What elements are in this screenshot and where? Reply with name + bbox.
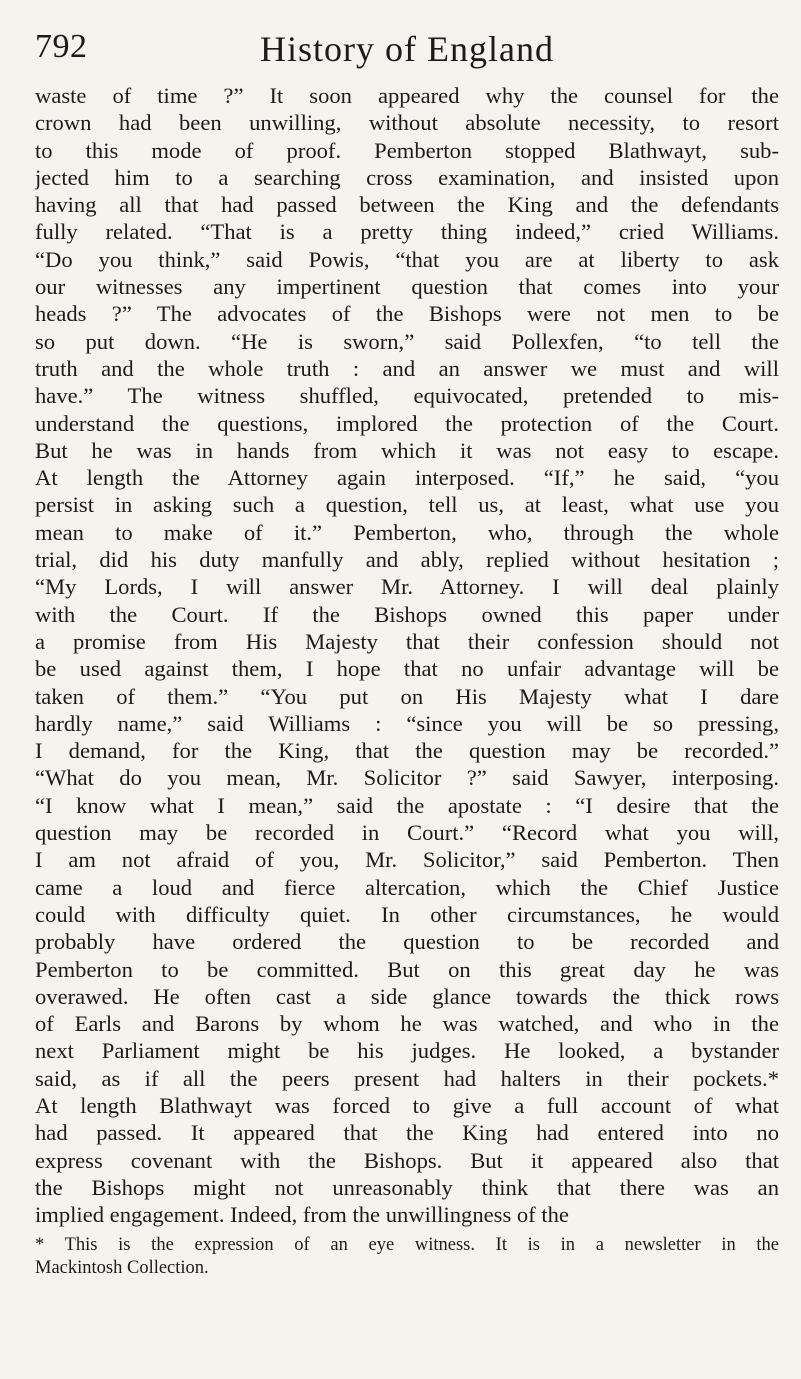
text-line: “I know what I mean,” said the apostate : “I desire that the (35, 792, 779, 818)
book-page (35, 22, 779, 1280)
text-line: be used against them, I hope that no unfair advantage will be (35, 656, 779, 682)
text-line: At length the Attorney again interposed. “If,” he said, “you (35, 465, 779, 491)
text-line: crown had been unwilling, without absolute necessity, to resort (35, 110, 779, 136)
text-line: taken of them.” “You put on His Majesty what I dare (35, 683, 779, 709)
text-line: truth and the whole truth : and an answer we must and will (35, 355, 779, 381)
footnote-line: Mackintosh Collection. (35, 1258, 209, 1279)
text-line: the Bishops might not unreasonably think that there was an (35, 1174, 779, 1200)
text-line: heads ?” The advocates of the Bishops were not men to be (35, 301, 779, 327)
text-line: said, as if all the peers present had halters in their pockets.* (35, 1065, 779, 1091)
text-line: have.” The witness shuffled, equivocated, pretended to mis- (35, 383, 779, 409)
text-line: to this mode of proof. Pemberton stopped Blathwayt, sub- (35, 137, 779, 163)
text-line: mean to make of it.” Pemberton, who, through the whole (35, 519, 779, 545)
text-line: jected him to a searching cross examination, and insisted upon (35, 164, 779, 190)
page-number: 792 (35, 28, 88, 65)
text-line: our witnesses any impertinent question that comes into your (35, 274, 779, 300)
running-head: History of England (260, 29, 554, 69)
text-line: waste of time ?” It soon appeared why the counsel for the (35, 83, 779, 108)
footnote (35, 1234, 779, 1280)
text-line: I am not afraid of you, Mr. Solicitor,” said Pemberton. Then (35, 847, 779, 873)
text-line: overawed. He often cast a side glance towards the thick rows (35, 983, 779, 1009)
text-line: “Do you think,” said Powis, “that you are at liberty to ask (35, 246, 779, 272)
text-line: At length Blathwayt was forced to give a full account of what (35, 1092, 779, 1118)
text-line: “My Lords, I will answer Mr. Attorney. I will deal plainly (35, 574, 779, 600)
text-line: trial, did his duty manfully and ably, replied without hesitation ; (35, 547, 779, 573)
text-line: next Parliament might be his judges. He looked, a bystander (35, 1038, 779, 1064)
text-line: so put down. “He is sworn,” said Pollexfen, “to tell the (35, 328, 779, 354)
text-line: question may be recorded in Court.” “Record what you will, (35, 820, 779, 846)
text-line: of Earls and Barons by whom he was watched, and who in the (35, 1011, 779, 1037)
text-line: “What do you mean, Mr. Solicitor ?” said Sawyer, interposing. (35, 765, 779, 791)
text-line: having all that had passed between the King and the defendants (35, 192, 779, 218)
text-line: But he was in hands from which it was not easy to escape. (35, 437, 779, 463)
text-line: fully related. “That is a pretty thing indeed,” cried Williams. (35, 219, 779, 245)
text-line: express covenant with the Bishops. But it appeared also that (35, 1147, 779, 1173)
text-line: understand the questions, implored the protection of the Court. (35, 410, 779, 436)
footnote-line: * This is the expression of an eye witness. It is in a newsletter in the (35, 1235, 779, 1256)
text-line: probably have ordered the question to be recorded and (35, 929, 779, 955)
text-line: had passed. It appeared that the King had entered into no (35, 1120, 779, 1146)
text-line: could with difficulty quiet. In other circumstances, he would (35, 901, 779, 927)
text-line: Pemberton to be committed. But on this great day he was (35, 956, 779, 982)
text-line: with the Court. If the Bishops owned this paper under (35, 601, 779, 627)
text-line: came a loud and fierce altercation, which the Chief Justice (35, 874, 779, 900)
page-header (35, 22, 779, 82)
text-line: a promise from His Majesty that their confession should not (35, 628, 779, 654)
text-line: hardly name,” said Williams : “since you will be so pressing, (35, 710, 779, 736)
text-line: I demand, for the King, that the question may be recorded.” (35, 738, 779, 764)
text-line: persist in asking such a question, tell us, at least, what use you (35, 492, 779, 518)
text-line: implied engagement. Indeed, from the unwillingness of the (35, 1202, 569, 1228)
body-text (35, 82, 779, 1228)
